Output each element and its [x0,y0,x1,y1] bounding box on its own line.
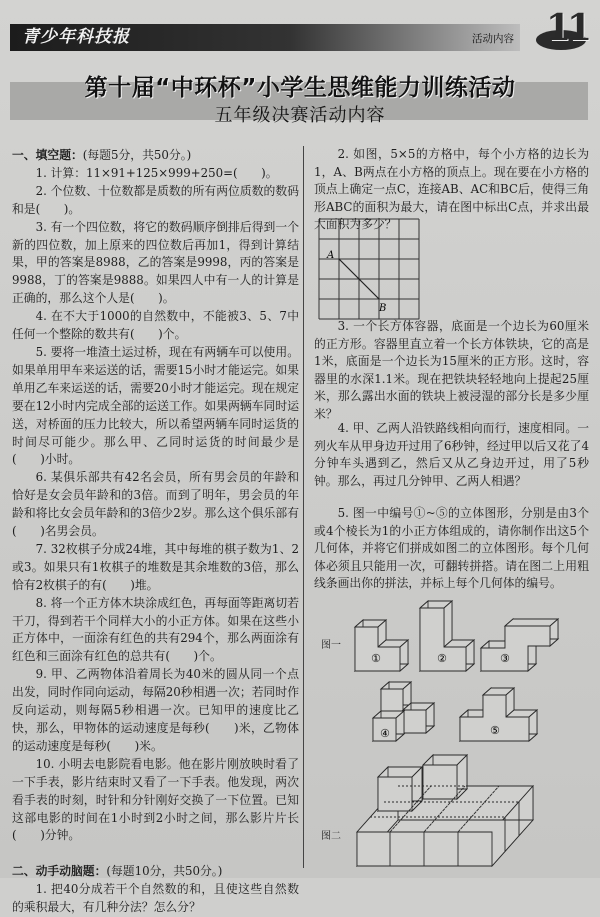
question: 2. 个位数、十位数都是质数的所有两位质数的数码和是( )。 [12,183,299,216]
question: 4. 在不大于1000的自然数中，不能被3、5、7中任何一个整除的数共有( )个。 [12,309,299,342]
solid-number-label: ① [371,652,381,665]
part2-heading [12,863,299,881]
question: 6. 某俱乐部共有42名会员，所有男会员的年龄和恰好是女会员年龄和的3倍。而到了明年，男会员的年龄和将比女会员年龄和的3倍少2岁。那么这个俱乐部有( )名男会员。 [12,470,299,539]
solid-4-right-front [403,710,426,733]
solid-number-label: ④ [380,727,390,740]
solid-4-top-front [381,689,403,712]
newspaper-brand: 青少年科技报 [22,27,130,47]
figure-2-label: 图二 [321,831,341,842]
section-tag: 活动内容 [472,33,514,45]
point-b-label: B [379,303,387,314]
part1-note: (每题5分，共50分。) [82,148,192,162]
solid-number-label: ⑤ [490,724,500,737]
solid-3-front [481,626,550,671]
page-number: 11 [546,7,589,49]
figure-1-label: 图一 [321,640,341,651]
question: 5. 要将一堆渣土运过桥，现在有两辆车可以使用。如果单用甲车来运送的话，需要15小时才能运完。如果单用乙车来运送的话，需要20小时才能运完。现在规定要在12小时内完成全部的运送工作。如果两辆车同时运送，对桥面的压力比较大，所以希望两辆车同时运货的时间尽可能少。那么甲、乙同时运货的时间最少是( )小时。 [12,344,299,467]
question: 3. 一个长方体容器，底面是一个边长为60厘米的正方形。容器里直立着一个长方体铁块，它的高是1米，底面是一个边长为15厘米的正方形。这时，容器里的水深1.1米。现在把铁块轻轻地向上提起25厘米，那么露出水面的铁块上被浸湿的部分长是多少厘米？ [314,319,589,421]
question: 9. 甲、乙两物体沿着周长为40米的圆从同一个点出发，同时作同向运动，每隔20秒相遇一次；若同时作反向运动，则每隔5秒相遇一次。已知甲的速度比乙快，那么，甲物体的运动速度是每秒( )米，乙物体的运动速度是每秒( )米。 [12,667,299,753]
point-a-label: A [327,250,335,261]
solid-number-label: ③ [500,652,510,665]
question: 2. 如图，5×5的方格中，每个小方格的边长为1，A、B两点在小方格的顶点上。现在要在小方格的顶点上确定一点C，连接AB、AC和BC后，使得三角形ABC的面积为最大，请在图中标出C点，并求出最大面积为多少？ [314,147,589,232]
question: 1. 计算：11×91+125×999+250=( )。 [35,165,278,180]
target-base-front [357,832,492,866]
solid-figures [300,600,600,878]
question: 8. 将一个正方体木块涂成红色，再每面等距离切若干刀，得到若干个同样大小的小正方体。如果在这些小正方体中，一面涂有红色的共有294个，那么两面涂有红色和三面涂有红色的总共有( )个。 [12,595,299,664]
question: 4. 甲、乙两人沿铁路线相向而行，速度相同。一列火车从甲身边开过用了6秒钟，经过甲以后又花了4分钟车头遇到乙，然后又从乙身边开过，用了5秒钟。那么，再过几分钟甲、乙两人相遇？ [314,421,589,488]
question: 3. 有一个四位数，将它的数码顺序倒排后得到一个新的四位数，加上原来的四位数后再加1，得到计算结果，甲的答案是8988，乙的答案是9998，丙的答案是9988，丁的答案是9888。如果四人中有一人的计算是正确的，那么这个人是( )。 [12,219,299,306]
question: 7. 32枚棋子分成24堆，其中每堆的棋子数为1、2或3。如果只有1枚棋子的堆数是其余堆数的3倍，那么恰有2枚棋子的有( )堆。 [12,541,299,592]
target-cube-1-front [378,777,412,811]
question: 5. 图一中编号①~⑤的立体图形，分别是由3个或4个棱长为1的小正方体组成的，请你制作出这5个几何体，并将它们拼成如图二的立体图形。每个几何体必须且只能用一次，可翻转拼搭。请在图二上用粗线条画出你的拼法，并标上每个几何体的编号。 [314,506,589,591]
part2-title: 二、动手动脑题： [12,864,107,879]
question: 1. 把40分成若干个自然数的和，且使这些自然数的乘积最大，有几种分法？怎么分？ [12,882,299,915]
page-subtitle: 五年级决赛活动内容 [214,105,386,126]
part2-note: (每题10分，共50分。) [106,864,223,879]
target-cube-2-front [423,765,457,799]
solid-number-label: ② [437,652,447,665]
grid-figure [318,218,422,320]
page-title: 第十届“中环杯”小学生思维能力训练活动 [84,75,516,101]
solid-3-face [505,619,558,626]
solid-2-face [444,601,452,647]
part1-title: 一、填空题： [12,148,83,162]
left-column [12,147,299,917]
part1-heading [12,147,299,165]
question: 10. 小明去电影院看电影。他在影片刚放映时看了一下手表，影片结束时又看了一下手表。他发现，两次看手表的时刻，时针和分针刚好交换了一下位置。已知这部电影的时间在1小时到2小时之间，那么影片片长( )分钟。 [12,756,299,843]
